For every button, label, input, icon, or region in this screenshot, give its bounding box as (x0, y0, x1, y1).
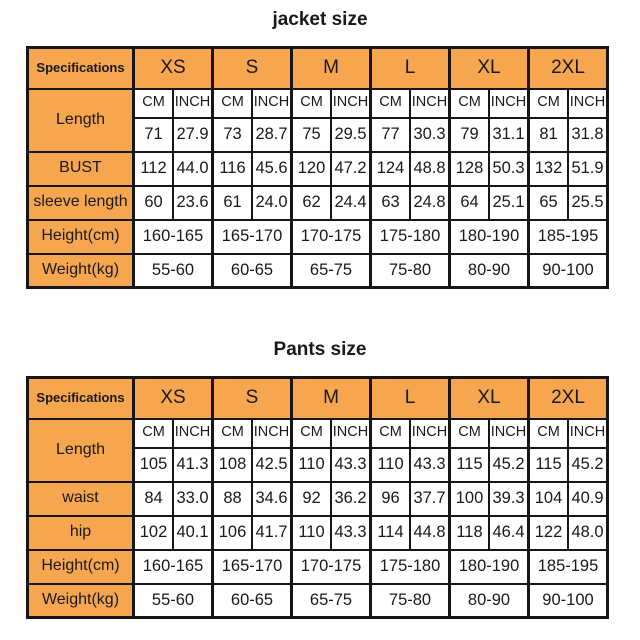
value-cell: 42.5 (252, 448, 292, 482)
range-value-cell: 60-65 (213, 584, 292, 618)
value-cell: 110 (292, 516, 332, 550)
unit-header-cell: INCH (489, 89, 529, 118)
range-value-cell: 65-75 (292, 584, 371, 618)
value-cell: 105 (134, 448, 174, 482)
range-value-cell: 175-180 (371, 220, 450, 254)
range-value-cell: 165-170 (213, 220, 292, 254)
range-value-cell: 75-80 (371, 584, 450, 618)
value-cell: 110 (292, 448, 332, 482)
unit-header-cell: INCH (568, 89, 608, 118)
unit-header-cell: CM (450, 89, 490, 118)
unit-header-cell: CM (371, 89, 411, 118)
measure-label-cell: Height(cm) (28, 550, 134, 584)
value-cell: 45.2 (568, 448, 608, 482)
size-header-cell: XS (134, 378, 213, 419)
value-cell: 43.3 (331, 448, 371, 482)
unit-header-cell: INCH (489, 419, 529, 448)
value-cell: 45.2 (489, 448, 529, 482)
value-cell: 24.4 (331, 186, 371, 220)
size-header-cell: L (371, 378, 450, 419)
value-cell: 61 (213, 186, 253, 220)
value-cell: 120 (292, 152, 332, 186)
value-cell: 75 (292, 118, 332, 152)
value-cell: 92 (292, 482, 332, 516)
size-header-cell: 2XL (529, 378, 608, 419)
value-cell: 128 (450, 152, 490, 186)
value-cell: 132 (529, 152, 569, 186)
unit-header-cell: CM (450, 419, 490, 448)
range-value-cell: 80-90 (450, 584, 529, 618)
value-cell: 23.6 (173, 186, 213, 220)
value-cell: 44.8 (410, 516, 450, 550)
size-header-cell: XS (134, 48, 213, 89)
value-cell: 31.8 (568, 118, 608, 152)
spec-header-cell: Specifications (28, 378, 134, 419)
measure-label-cell: hip (28, 516, 134, 550)
value-cell: 47.2 (331, 152, 371, 186)
range-value-cell: 185-195 (529, 550, 608, 584)
range-value-cell: 165-170 (213, 550, 292, 584)
value-cell: 106 (213, 516, 253, 550)
measure-label-cell: Weight(kg) (28, 254, 134, 288)
value-cell: 118 (450, 516, 490, 550)
unit-header-cell: INCH (173, 419, 213, 448)
size-header-cell: 2XL (529, 48, 608, 89)
value-cell: 73 (213, 118, 253, 152)
value-cell: 88 (213, 482, 253, 516)
range-value-cell: 160-165 (134, 220, 213, 254)
pants-size-title: Pants size (273, 339, 367, 360)
value-cell: 46.4 (489, 516, 529, 550)
value-cell: 36.2 (331, 482, 371, 516)
unit-header-cell: INCH (252, 89, 292, 118)
size-header-cell: S (213, 48, 292, 89)
range-value-cell: 75-80 (371, 254, 450, 288)
range-value-cell: 170-175 (292, 220, 371, 254)
value-cell: 24.8 (410, 186, 450, 220)
value-cell: 124 (371, 152, 411, 186)
pants-size-table-wrap (26, 376, 609, 619)
value-cell: 60 (134, 186, 174, 220)
value-cell: 25.5 (568, 186, 608, 220)
unit-header-cell: INCH (173, 89, 213, 118)
size-header-cell: XL (450, 378, 529, 419)
range-value-cell: 175-180 (371, 550, 450, 584)
range-value-cell: 65-75 (292, 254, 371, 288)
value-cell: 100 (450, 482, 490, 516)
range-value-cell: 80-90 (450, 254, 529, 288)
range-value-cell: 55-60 (134, 254, 213, 288)
size-header-cell: M (292, 48, 371, 89)
value-cell: 102 (134, 516, 174, 550)
unit-header-cell: CM (213, 89, 253, 118)
value-cell: 79 (450, 118, 490, 152)
measure-label-cell: waist (28, 482, 134, 516)
value-cell: 24.0 (252, 186, 292, 220)
value-cell: 112 (134, 152, 174, 186)
value-cell: 64 (450, 186, 490, 220)
range-value-cell: 170-175 (292, 550, 371, 584)
value-cell: 37.7 (410, 482, 450, 516)
value-cell: 115 (450, 448, 490, 482)
value-cell: 27.9 (173, 118, 213, 152)
value-cell: 31.1 (489, 118, 529, 152)
range-value-cell: 160-165 (134, 550, 213, 584)
size-header-cell: M (292, 378, 371, 419)
value-cell: 104 (529, 482, 569, 516)
unit-header-cell: CM (213, 419, 253, 448)
value-cell: 81 (529, 118, 569, 152)
unit-header-cell: CM (529, 89, 569, 118)
spec-header-cell: Specifications (28, 48, 134, 89)
range-value-cell: 60-65 (213, 254, 292, 288)
unit-header-cell: INCH (331, 89, 371, 118)
unit-header-cell: CM (134, 89, 174, 118)
range-value-cell: 180-190 (450, 220, 529, 254)
value-cell: 40.9 (568, 482, 608, 516)
value-cell: 28.7 (252, 118, 292, 152)
range-value-cell: 180-190 (450, 550, 529, 584)
value-cell: 114 (371, 516, 411, 550)
value-cell: 43.3 (410, 448, 450, 482)
size-header-cell: XL (450, 48, 529, 89)
pants-size-table (26, 376, 609, 619)
unit-header-cell: INCH (410, 89, 450, 118)
value-cell: 122 (529, 516, 569, 550)
value-cell: 41.3 (173, 448, 213, 482)
unit-header-cell: INCH (568, 419, 608, 448)
value-cell: 65 (529, 186, 569, 220)
unit-header-cell: INCH (331, 419, 371, 448)
value-cell: 48.8 (410, 152, 450, 186)
value-cell: 71 (134, 118, 174, 152)
value-cell: 63 (371, 186, 411, 220)
value-cell: 33.0 (173, 482, 213, 516)
value-cell: 77 (371, 118, 411, 152)
unit-header-cell: CM (292, 419, 332, 448)
unit-header-cell: CM (371, 419, 411, 448)
unit-header-cell: CM (529, 419, 569, 448)
value-cell: 41.7 (252, 516, 292, 550)
jacket-size-table-wrap (26, 46, 609, 289)
value-cell: 40.1 (173, 516, 213, 550)
value-cell: 110 (371, 448, 411, 482)
unit-header-cell: INCH (410, 419, 450, 448)
jacket-size-title: jacket size (272, 9, 368, 30)
value-cell: 51.9 (568, 152, 608, 186)
value-cell: 116 (213, 152, 253, 186)
size-header-cell: L (371, 48, 450, 89)
unit-header-cell: INCH (252, 419, 292, 448)
value-cell: 84 (134, 482, 174, 516)
size-header-cell: S (213, 378, 292, 419)
range-value-cell: 185-195 (529, 220, 608, 254)
jacket-size-table (26, 46, 609, 289)
measure-label-cell: Height(cm) (28, 220, 134, 254)
value-cell: 34.6 (252, 482, 292, 516)
measure-label-cell: Length (28, 89, 134, 152)
range-value-cell: 55-60 (134, 584, 213, 618)
value-cell: 43.3 (331, 516, 371, 550)
unit-header-cell: CM (134, 419, 174, 448)
range-value-cell: 90-100 (529, 254, 608, 288)
measure-label-cell: BUST (28, 152, 134, 186)
value-cell: 44.0 (173, 152, 213, 186)
value-cell: 96 (371, 482, 411, 516)
value-cell: 45.6 (252, 152, 292, 186)
measure-label-cell: sleeve length (28, 186, 134, 220)
value-cell: 30.3 (410, 118, 450, 152)
range-value-cell: 90-100 (529, 584, 608, 618)
value-cell: 25.1 (489, 186, 529, 220)
value-cell: 108 (213, 448, 253, 482)
value-cell: 29.5 (331, 118, 371, 152)
measure-label-cell: Length (28, 419, 134, 482)
value-cell: 39.3 (489, 482, 529, 516)
value-cell: 48.0 (568, 516, 608, 550)
value-cell: 115 (529, 448, 569, 482)
value-cell: 62 (292, 186, 332, 220)
measure-label-cell: Weight(kg) (28, 584, 134, 618)
unit-header-cell: CM (292, 89, 332, 118)
value-cell: 50.3 (489, 152, 529, 186)
